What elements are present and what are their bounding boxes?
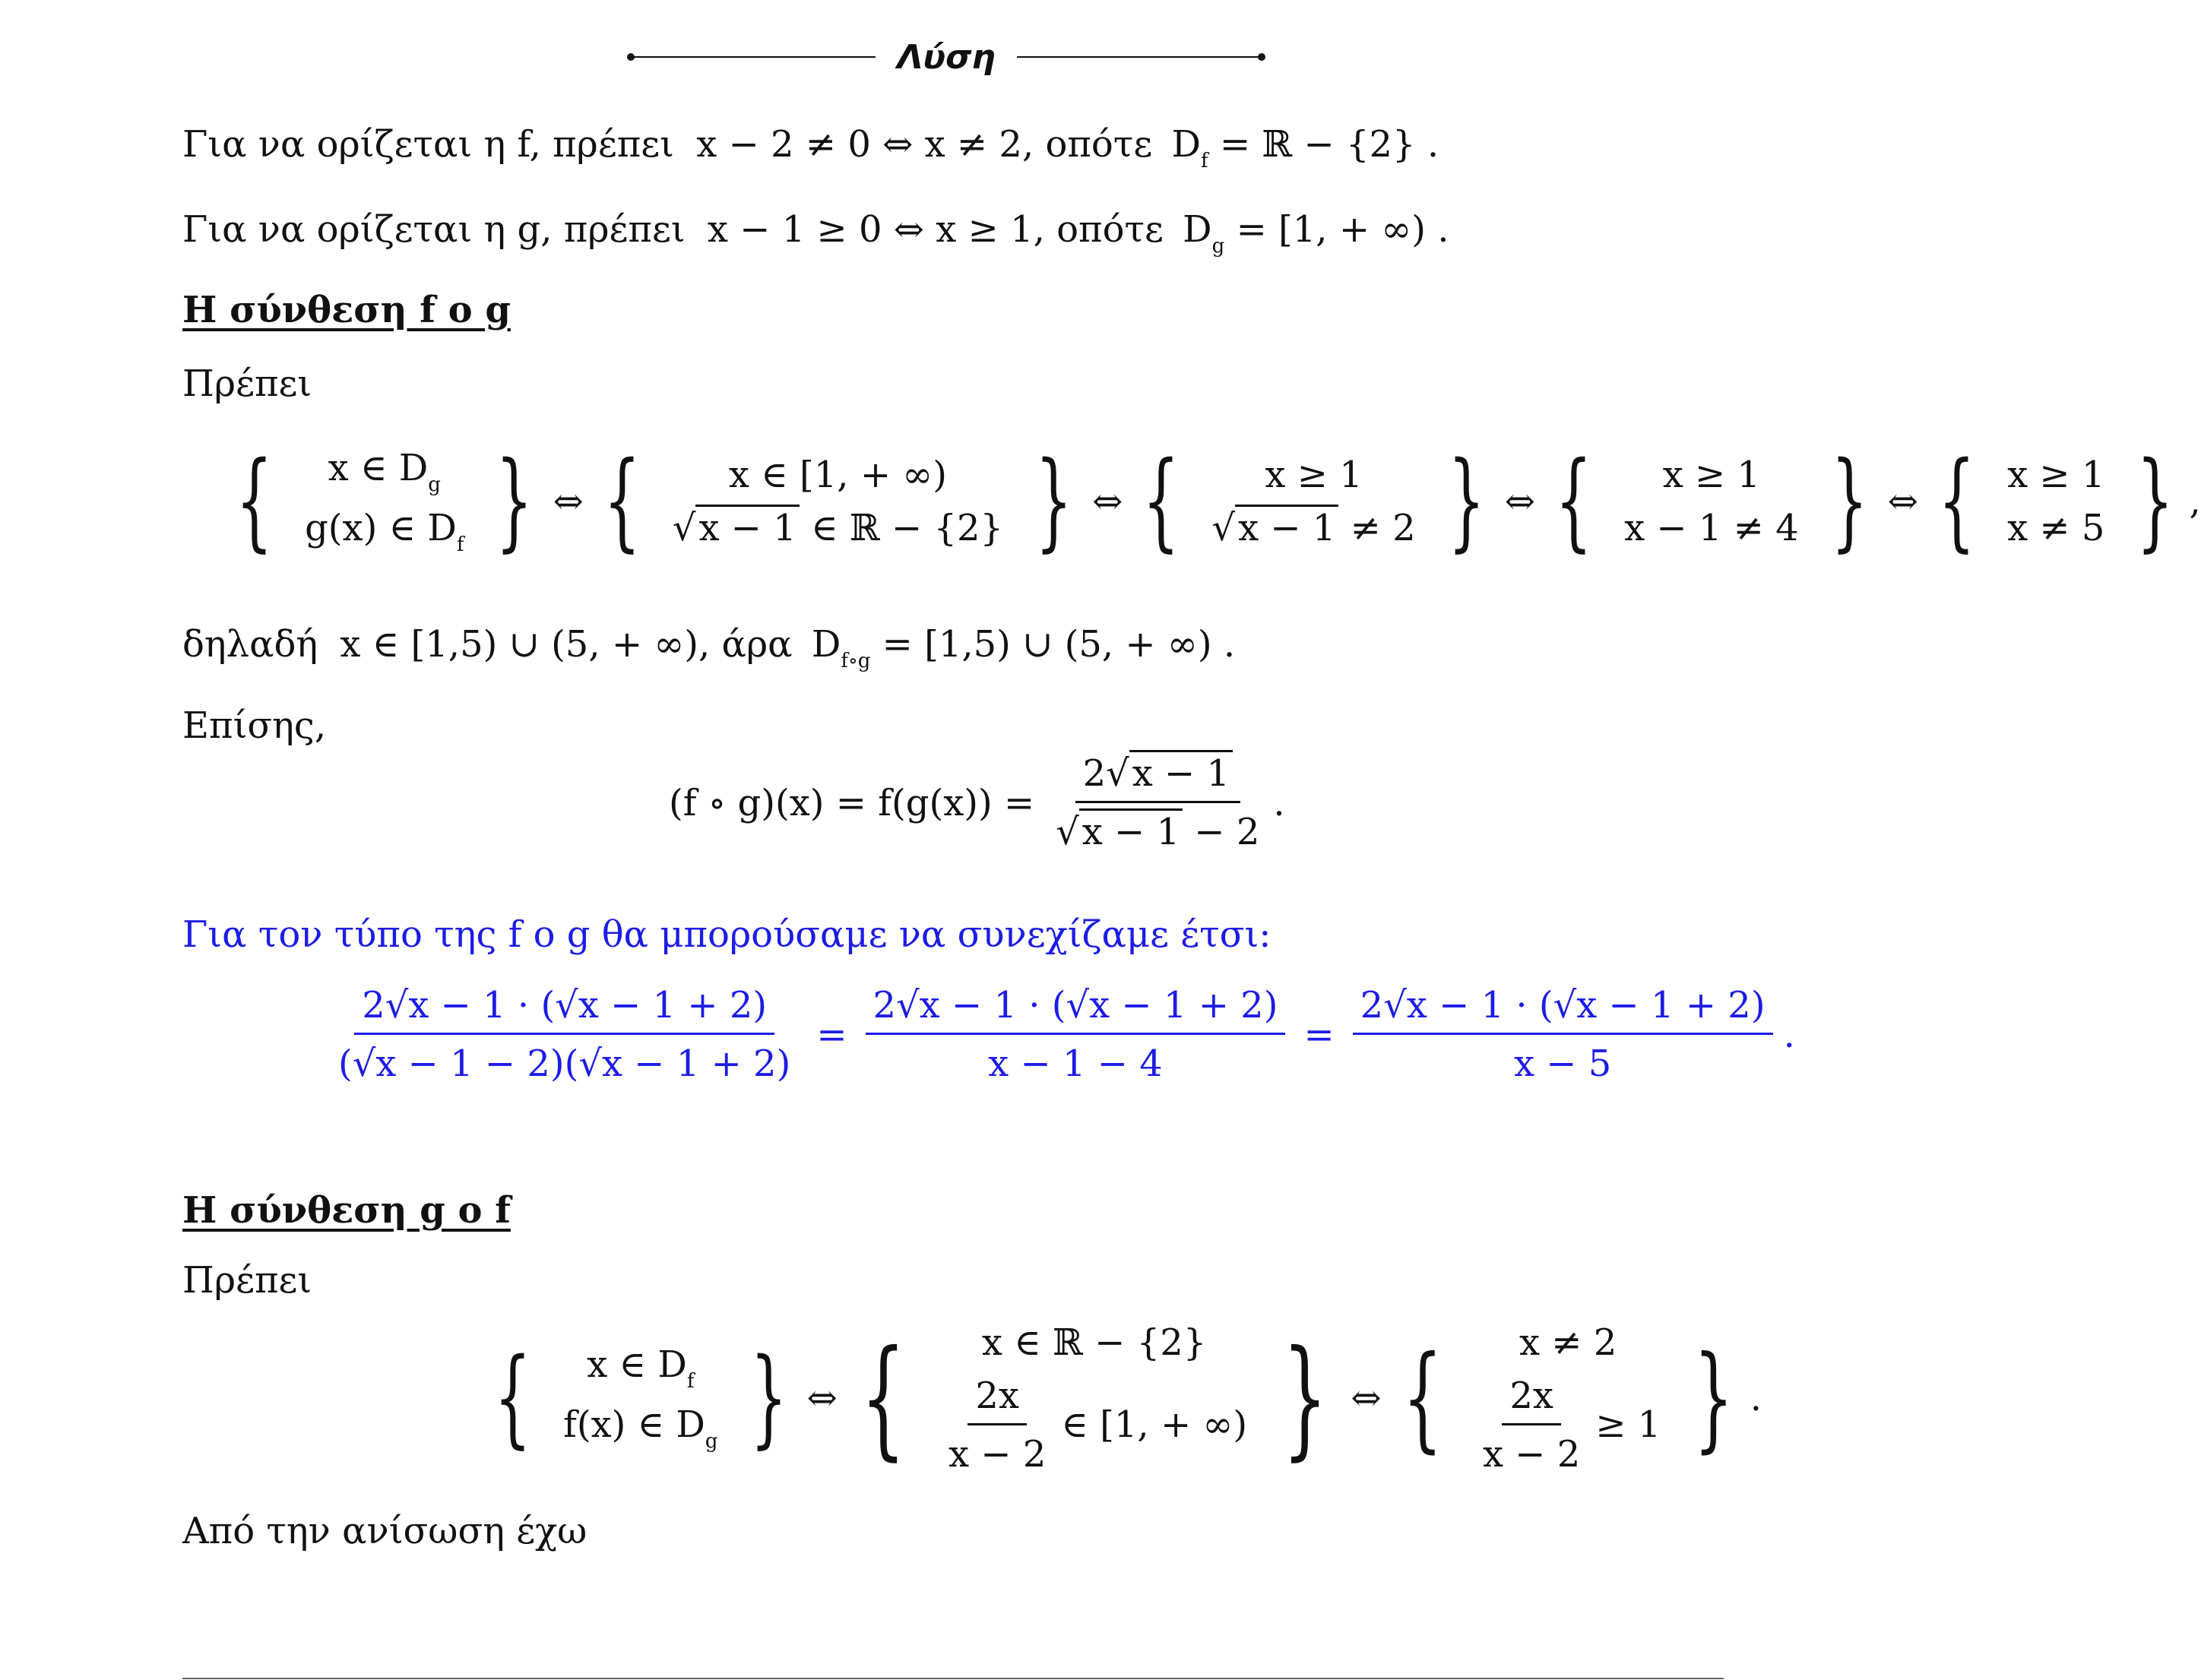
footer-rule [182,1678,1724,1679]
domain-f-mid: , οπότε [1021,123,1153,166]
that-is-text: δηλαδή [182,623,318,666]
gof-sys1-b: f(x) ∈ $D_g$ [563,1403,718,1453]
fog-sys5-a: x ≥ 1 [2007,454,2105,496]
domain-g-sub: g [1211,235,1225,258]
domain-g-symbol: D [1183,208,1212,251]
from-inequality-text: Από την ανίσωση έχω [182,1510,587,1552]
equiv-symbol: ⇔ [806,1377,838,1419]
domain-f-symbol: D [1171,123,1201,166]
domain-g-mid: , οπότε [1033,208,1164,251]
fog-system-2: { x ∈ [1, + ∞) √x − 1 ∈ ℝ − {2} } [603,439,1073,563]
comma: , [2189,480,2201,523]
section-fog-title: Η σύνθεση f o g [182,289,511,331]
period: . [1273,781,1285,824]
gof-system-2: { x ∈ ℝ − {2} $\frac{2x}{x - 2}$ ∈ [1, + ∞) } [860,1321,1328,1476]
gof-sys3-a: x ≠ 2 [1519,1321,1617,1364]
fog-system-5: { x ≥ 1 x ≠ 5 } [1938,439,2174,563]
period: . [1783,1013,1795,1056]
gof-system-3: { x ≠ 2 $\frac{2x}{x - 2}$ ≥ 1 } [1402,1321,1734,1476]
fog-formula-fraction: $\frac{2√x - 1}{√x - 1 - 2}$ [1048,752,1267,853]
equiv-symbol: ⇔ [553,480,584,523]
section-gof-must: Πρέπει [182,1259,312,1302]
solution-heading [631,30,1262,84]
fog-sys1-a: x ∈ $D_g$ [328,447,441,496]
fog-sys4-b: x − 1 ≠ 4 [1624,507,1799,549]
fog-system-1: { x ∈ $D_g$ g(x) ∈ $D_f$ } [236,439,534,563]
gof-sys3-b: $\frac{2x}{x - 2}$ ≥ 1 [1482,1374,1661,1476]
domain-f-sub: f [1200,150,1208,172]
fog-sys1-b: g(x) ∈ $D_f$ [305,507,464,556]
heading-title: Λύση [897,37,996,77]
domain-f-text: Για να ορίζεται η f, πρέπει [182,123,674,166]
section-gof-title: Η σύνθεση g o f [182,1189,511,1232]
fog-domain-sub: f∘g [841,650,871,672]
equiv-symbol: ⇔ [1504,480,1535,523]
equiv-symbol: ⇔ [1351,1377,1382,1419]
domain-f-line [182,122,1439,184]
domain-f-value: = ℝ − {2} . [1219,123,1439,166]
that-is-math: x ∈ [1,5) ∪ (5, + ∞) [340,623,699,666]
equals-sign: = [1303,1013,1335,1056]
blue-fraction-3: $\frac{2√x - 1 \cdot (√x - 1 + 2)}{x - 5}$ [1353,984,1773,1085]
domain-g-condition: x − 1 ≥ 0 ⇔ x ≥ 1 [707,208,1034,251]
fog-system-3: { x ≥ 1 √x − 1 ≠ 2 } [1142,439,1485,563]
heading-rule-left [631,56,876,58]
fog-formula [669,752,1285,853]
fog-sys3-b: √x − 1 ≠ 2 [1211,507,1415,549]
gof-condition-chain [479,1307,1762,1489]
gof-sys2-b: $\frac{2x}{x - 2}$ ∈ [1, + ∞) [948,1374,1248,1476]
fog-system-4: { x ≥ 1 x − 1 ≠ 4 } [1555,439,1868,563]
blue-note-derivation [331,984,1795,1085]
also-text: Επίσης, [182,704,327,747]
fog-sys2-a: x ∈ [1, + ∞) [728,454,948,496]
fog-formula-left: (f ∘ g)(x) = f(g(x)) = [669,781,1035,824]
equiv-symbol: ⇔ [1092,480,1123,523]
fog-domain-value: = [1,5) ∪ (5, + ∞) . [882,623,1236,666]
gof-system-1: { x ∈ $D_f$ f(x) ∈ $D_g$ } [494,1336,787,1460]
fog-sys3-a: x ≥ 1 [1265,454,1363,496]
domain-g-value: = [1, + ∞) . [1236,208,1449,251]
equiv-symbol: ⇔ [1887,480,1918,523]
section-fog-must: Πρέπει [182,362,312,405]
domain-g-text: Για να ορίζεται η g, πρέπει [182,208,686,251]
fog-domain-symbol: D [811,623,841,666]
hence-text: , άρα [698,623,793,666]
fog-sys5-b: x ≠ 5 [2007,507,2105,549]
period: . [1750,1377,1762,1419]
domain-g-line [182,207,1449,269]
gof-sys1-a: x ∈ $D_f$ [587,1343,695,1393]
gof-sys2-a: x ∈ ℝ − {2} [981,1321,1207,1364]
fog-condition-chain [220,426,2201,577]
fog-domain-line [182,622,1235,684]
fog-sys4-a: x ≥ 1 [1662,454,1761,496]
heading-rule-right [1017,56,1262,58]
equals-sign: = [816,1013,847,1056]
fog-sys2-b: √x − 1 ∈ ℝ − {2} [673,507,1003,549]
domain-f-condition: x − 2 ≠ 0 ⇔ x ≠ 2 [696,123,1022,166]
blue-fraction-2: $\frac{2√x - 1 \cdot (√x - 1 + 2)}{x - 1 - 4}$ [866,984,1286,1085]
blue-fraction-1: $\frac{2√x - 1 \cdot (√x - 1 + 2)}{(√x - 1 - 2)(√x - 1 + 2)}$ [338,984,791,1085]
blue-note-text: Για τον τύπο της f o g θα μπορούσαμε να συνεχίζαμε έτσι: [182,913,1272,956]
